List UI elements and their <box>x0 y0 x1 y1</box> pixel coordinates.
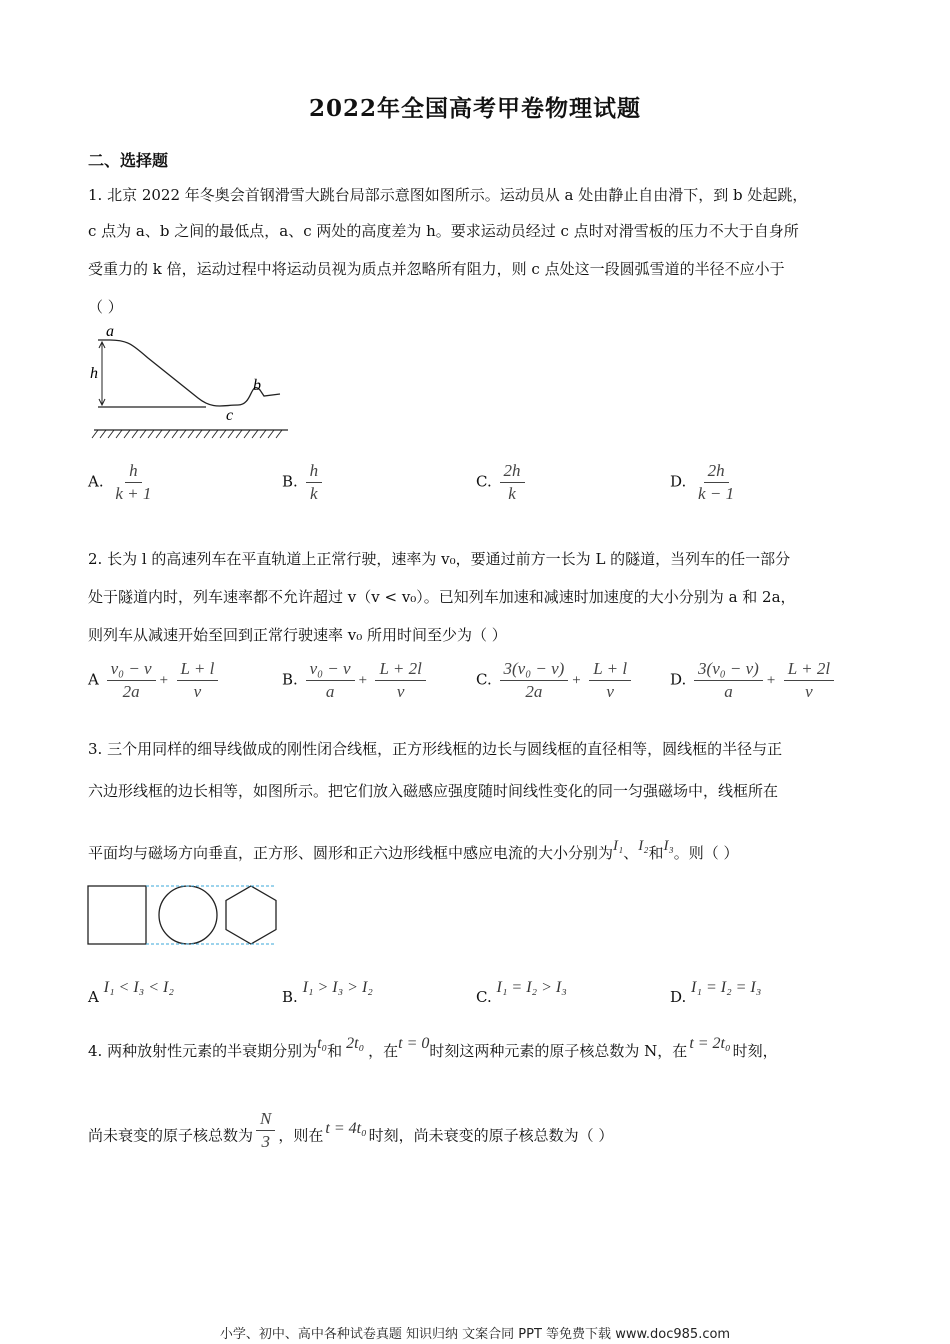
fig-label-a: a <box>106 323 114 340</box>
q3-option-d[interactable]: D. I₁ = I₂ = I₃ <box>670 979 762 1006</box>
q2-option-a[interactable]: A $\frac{\text{v₀ − v}}{2a}$ + $\frac{L + l}{v}$ <box>88 660 221 701</box>
page-footer: 小学、初中、高中各种试卷真题 知识归纳 文案合同 PPT 等免费下载 www.doc985.com <box>219 1327 731 1342</box>
fig-label-c: c <box>226 407 234 424</box>
q1-option-c[interactable]: C. $\frac{2h}{k}$ <box>476 462 528 503</box>
q2-line-2: 处于隧道内时，列车速率都不允许超过 v（v < v₀）。已知列车加速和减速时加速度的大小分别为 a 和 2a， <box>88 588 796 606</box>
ski-slope-figure <box>88 320 298 440</box>
circle-loop <box>159 886 217 944</box>
q1-option-b[interactable]: B. $\frac{h}{k}$ <box>282 462 325 503</box>
q1-line-3: 受重力的 k 倍，运动过程中将运动员视为质点并忽略所有阻力，则 c 点处这一段圆弧雪道的半径不应小于 <box>88 260 785 278</box>
q3-line-1: 3. 三个用同样的细导线做成的刚性闭合线框，正方形线框的边长与圆线框的直径相等，圆线框的半径与正 <box>88 740 783 758</box>
q4-line-2: 尚未衰变的原子核总数为 $\frac{N}{3}$ ，则在 t = 4t₀ 时刻，尚未衰变的原子核总数为（ ） <box>88 1109 614 1151</box>
q2-option-c[interactable]: C. $\frac{\text{3(v₀ − v)}}{2a}$ + $\frac{L + l}{v}$ <box>476 660 634 701</box>
square-loop <box>88 886 146 944</box>
fig-label-b: b <box>253 377 261 394</box>
q1-answer-paren: （ ） <box>88 298 123 316</box>
loops-figure <box>86 884 282 948</box>
q2-line-3: 则列车从减速开始至回到正常行驶速率 v₀ 所用时间至少为（ ） <box>88 626 507 644</box>
q3-option-b[interactable]: B. I₁ > I₃ > I₂ <box>282 979 373 1006</box>
q1-option-a[interactable]: A. $\frac{h}{k + 1}$ <box>88 461 152 503</box>
q3-line-2: 六边形线框的边长相等，如图所示。把它们放入磁感应强度随时间线性变化的同一匀强磁场中，线框所在 <box>88 782 779 800</box>
q2-line-1: 2. 长为 l 的高速列车在平直轨道上正常行驶，速率为 v₀，要通过前方一长为 L 的隧道，当列车的任一部分 <box>88 550 791 568</box>
q1-line-2: c 点为 a、b 之间的最低点，a、c 两处的高度差为 h。要求运动员经过 c 点时对滑雪板的压力不大于自身所 <box>88 222 799 240</box>
q3-line-3: 平面均与磁场方向垂直，正方形、圆形和正六边形线框中感应电流的大小分别为I₁、I₂和I₃。则（ ） <box>88 838 739 862</box>
q4-line-1: 4. 两种放射性元素的半衰期分别为t₀和 2t₀ ，在t = 0时刻这两种元素的原子核总数为 N，在 t = 2t₀ 时刻， <box>88 1035 778 1060</box>
fig-label-h: h <box>90 365 98 382</box>
q1-line-1: 1. 北京 2022 年冬奥会首钢滑雪大跳台局部示意图如图所示。运动员从 a 处由静止自由滑下，到 b 处起跳， <box>88 186 808 204</box>
section-heading: 二、选择题 <box>88 151 169 170</box>
q3-option-a[interactable]: A I₁ < I₃ < I₂ <box>88 979 174 1006</box>
page-title: 2022年全国高考甲卷物理试题 <box>308 95 641 122</box>
q2-option-b[interactable]: B. $\frac{\text{v₀ − v}}{a}$ + $\frac{L + 2l}{v}$ <box>282 660 429 701</box>
q2-option-d[interactable]: D. $\frac{\text{3(v₀ − v)}}{a}$ + $\frac{L + 2l}{v}$ <box>670 660 837 701</box>
q3-option-c[interactable]: C. I₁ = I₂ > I₃ <box>476 979 567 1006</box>
hexagon-loop <box>226 886 276 944</box>
q1-option-d[interactable]: D. $\frac{2h}{k - 1}$ <box>670 461 735 503</box>
